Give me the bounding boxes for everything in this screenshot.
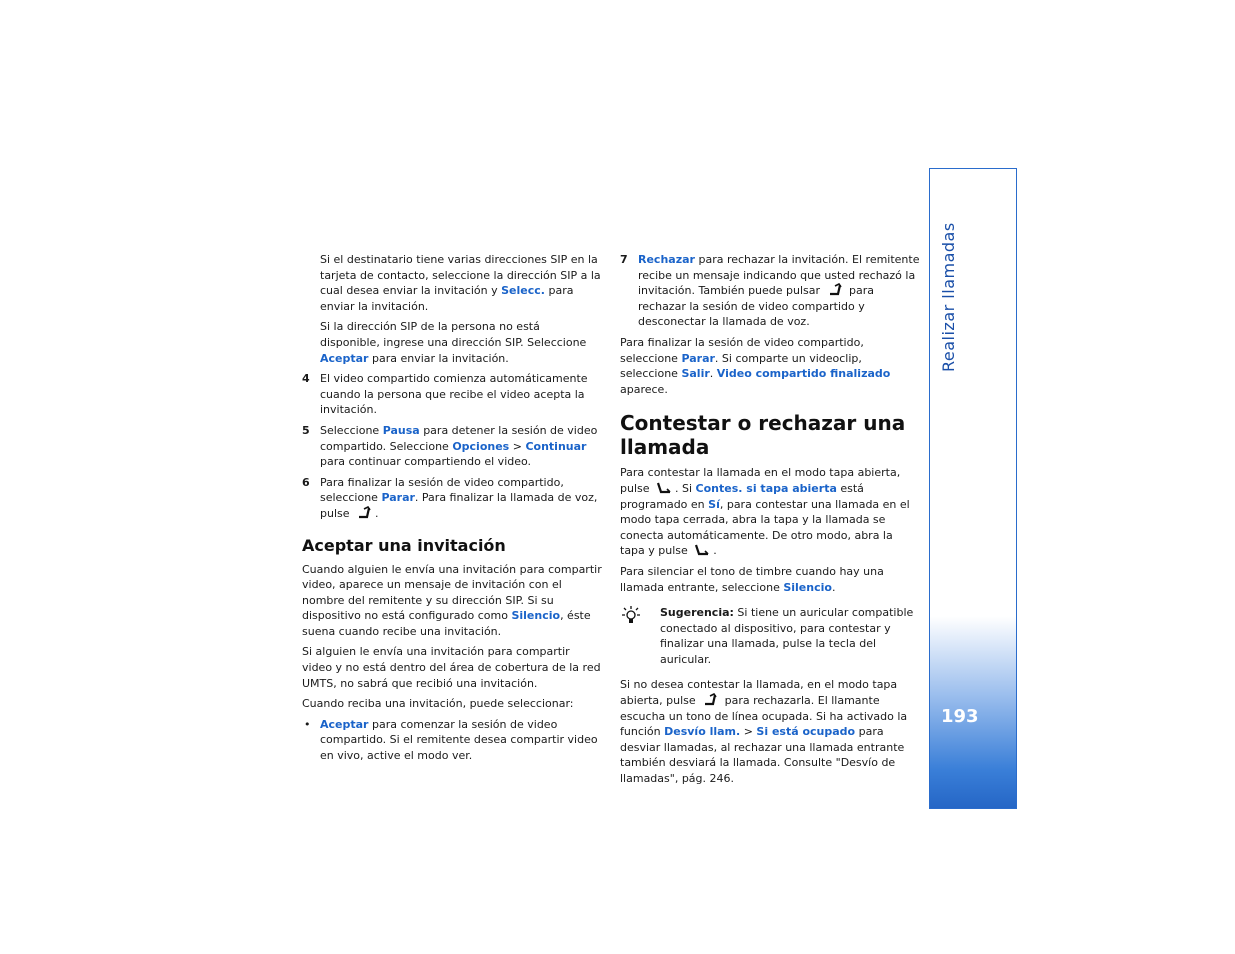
left-column <box>302 252 602 769</box>
link-rechazar[interactable]: Rechazar <box>638 253 695 266</box>
chapter-title <box>939 332 959 372</box>
text: . <box>375 506 379 520</box>
page-number: 193 <box>941 706 979 727</box>
text: Si no desea contestar la llamada, en el modo tapa abierta, pulse <box>620 678 898 708</box>
link-contes-si-tapa-abierta[interactable]: Contes. si tapa abierta <box>695 481 837 495</box>
step-4 <box>302 371 602 418</box>
section-heading-aceptar: Aceptar una invitación <box>302 535 506 555</box>
text: , éste suena cuando recibe una invitación. <box>302 609 591 638</box>
bullet-symbol: • <box>304 717 311 731</box>
step-6 <box>302 475 602 522</box>
end-call-key-icon <box>355 506 373 520</box>
link-continuar[interactable]: Continuar <box>525 439 587 453</box>
text: . Si comparte un videoclip, seleccione <box>620 351 862 381</box>
text: Si el destinatario tiene varias direcciones SIP en la tarjeta de contacto, seleccione la dirección SIP a la cual desea enviar la invitación y <box>320 253 601 298</box>
link-opciones[interactable]: Opciones <box>452 439 510 453</box>
link-si[interactable]: Sí <box>708 497 720 511</box>
text: > <box>740 725 757 739</box>
text: Para silenciar el tono de timbre cuando hay una llamada entrante, seleccione <box>620 564 884 594</box>
text: Para finalizar la sesión de video compartido, seleccione <box>320 475 564 505</box>
text: . Si <box>675 481 696 495</box>
link-aceptar-option[interactable]: Aceptar <box>320 717 369 731</box>
text: para rechazarla. El llamante escucha un tono de línea ocupada. Si ha activado la función <box>620 694 908 739</box>
text: para rechazar la sesión de video compartido y desconectar la llamada de voz. <box>638 284 875 329</box>
link-parar[interactable]: Parar <box>681 351 715 365</box>
link-video-compartido-finalizado[interactable]: Video compartido finalizado <box>716 367 891 381</box>
link-silencio[interactable]: Silencio <box>511 609 561 623</box>
text: Si la dirección SIP de la persona no está disponible, ingrese una dirección SIP. Seleccione <box>320 320 587 349</box>
end-call-key-icon <box>826 283 844 297</box>
call-key-icon <box>693 543 711 557</box>
section-heading-contestar: Contestar o rechazar una llamada <box>620 411 906 460</box>
text: Cuando alguien le envía una invitación para compartir video, aparece un mensaje de invitación con el nombre del remitente y su dirección SIP. Si su dispositivo no está configurado como <box>302 562 602 623</box>
contestar-paragraph-1 <box>620 465 920 559</box>
text: para detener la sesión de video compartido. Seleccione <box>320 423 598 453</box>
text: para desviar llamadas, al rechazar una llamada entrante también desviará la llamada. Consulte "Desvío de llamadas", pág. 246. <box>620 725 905 786</box>
link-aceptar[interactable]: Aceptar <box>320 351 369 365</box>
text: Para contestar la llamada en el modo tapa abierta, pulse <box>620 466 901 495</box>
text: para enviar la invitación. <box>368 351 509 365</box>
text: Seleccione <box>320 423 383 437</box>
step-number: 6 <box>302 475 310 489</box>
finalizar-paragraph <box>620 335 920 397</box>
tip-box <box>620 605 920 667</box>
link-desvio-llam[interactable]: Desvío llam. <box>664 725 741 739</box>
aceptar-paragraph-2: Si alguien le envía una invitación para compartir video y no está dentro del área de cobertura de la red UMTS, no sabrá que recibió una invitación. <box>302 645 601 690</box>
text: Para finalizar la sesión de video compartido, seleccione <box>620 335 864 365</box>
text: > <box>509 439 526 453</box>
contestar-paragraph-2 <box>620 564 920 595</box>
text: para enviar la invitación. <box>320 284 574 313</box>
text: , para contestar una llamada en el modo tapa cerrada, abra la tapa y la llamada se conecta automáticamente. De otro modo, abra la tapa y pulse <box>620 497 910 558</box>
right-column <box>620 252 920 792</box>
contestar-paragraph-3 <box>620 677 920 786</box>
text: . <box>713 544 717 558</box>
text: . <box>831 580 836 594</box>
text: está programado en <box>620 481 864 511</box>
tip-text: Si tiene un auricular compatible conectado al dispositivo, para contestar y finalizar una llamada, pulse la tecla del auricular. <box>660 606 914 666</box>
aceptar-paragraph-3: Cuando reciba una invitación, puede seleccionar: <box>302 697 574 711</box>
step-number: 5 <box>302 423 310 437</box>
step-text: El video compartido comienza automáticamente cuando la persona que recibe el video acepta la invitación. <box>320 372 588 417</box>
end-call-key-icon <box>701 693 719 707</box>
text: para continuar compartiendo el video. <box>320 455 532 469</box>
lightbulb-tip-icon <box>620 605 642 627</box>
step-number: 4 <box>302 372 310 386</box>
step-number: 7 <box>620 253 628 266</box>
text: para comenzar la sesión de video compartido. Si el remitente desea compartir video en vivo, active el modo ver. <box>320 717 598 763</box>
call-key-icon <box>655 481 673 495</box>
link-selecc[interactable]: Selecc. <box>501 284 545 298</box>
link-parar[interactable]: Parar <box>381 491 415 505</box>
tip-label: Sugerencia: <box>660 606 734 620</box>
link-silencio[interactable]: Silencio <box>783 580 832 594</box>
link-pausa[interactable]: Pausa <box>382 423 420 437</box>
link-salir[interactable]: Salir <box>681 367 710 381</box>
text: . Para finalizar la llamada de voz, pulse <box>320 491 598 520</box>
list-item-aceptar <box>302 717 602 764</box>
link-si-esta-ocupado[interactable]: Si está ocupado <box>756 725 856 739</box>
text: para rechazar la invitación. El remitente recibe un mensaje indicando que usted rechazó la invitación. También puede pulsar <box>638 253 920 298</box>
text: aparece. <box>620 382 668 396</box>
aceptar-paragraph-1 <box>302 562 602 640</box>
step-7 <box>620 252 920 330</box>
intro-paragraph-2 <box>302 319 602 366</box>
step-5 <box>302 423 602 470</box>
intro-paragraph-1 <box>302 252 602 314</box>
text: . <box>709 367 717 381</box>
